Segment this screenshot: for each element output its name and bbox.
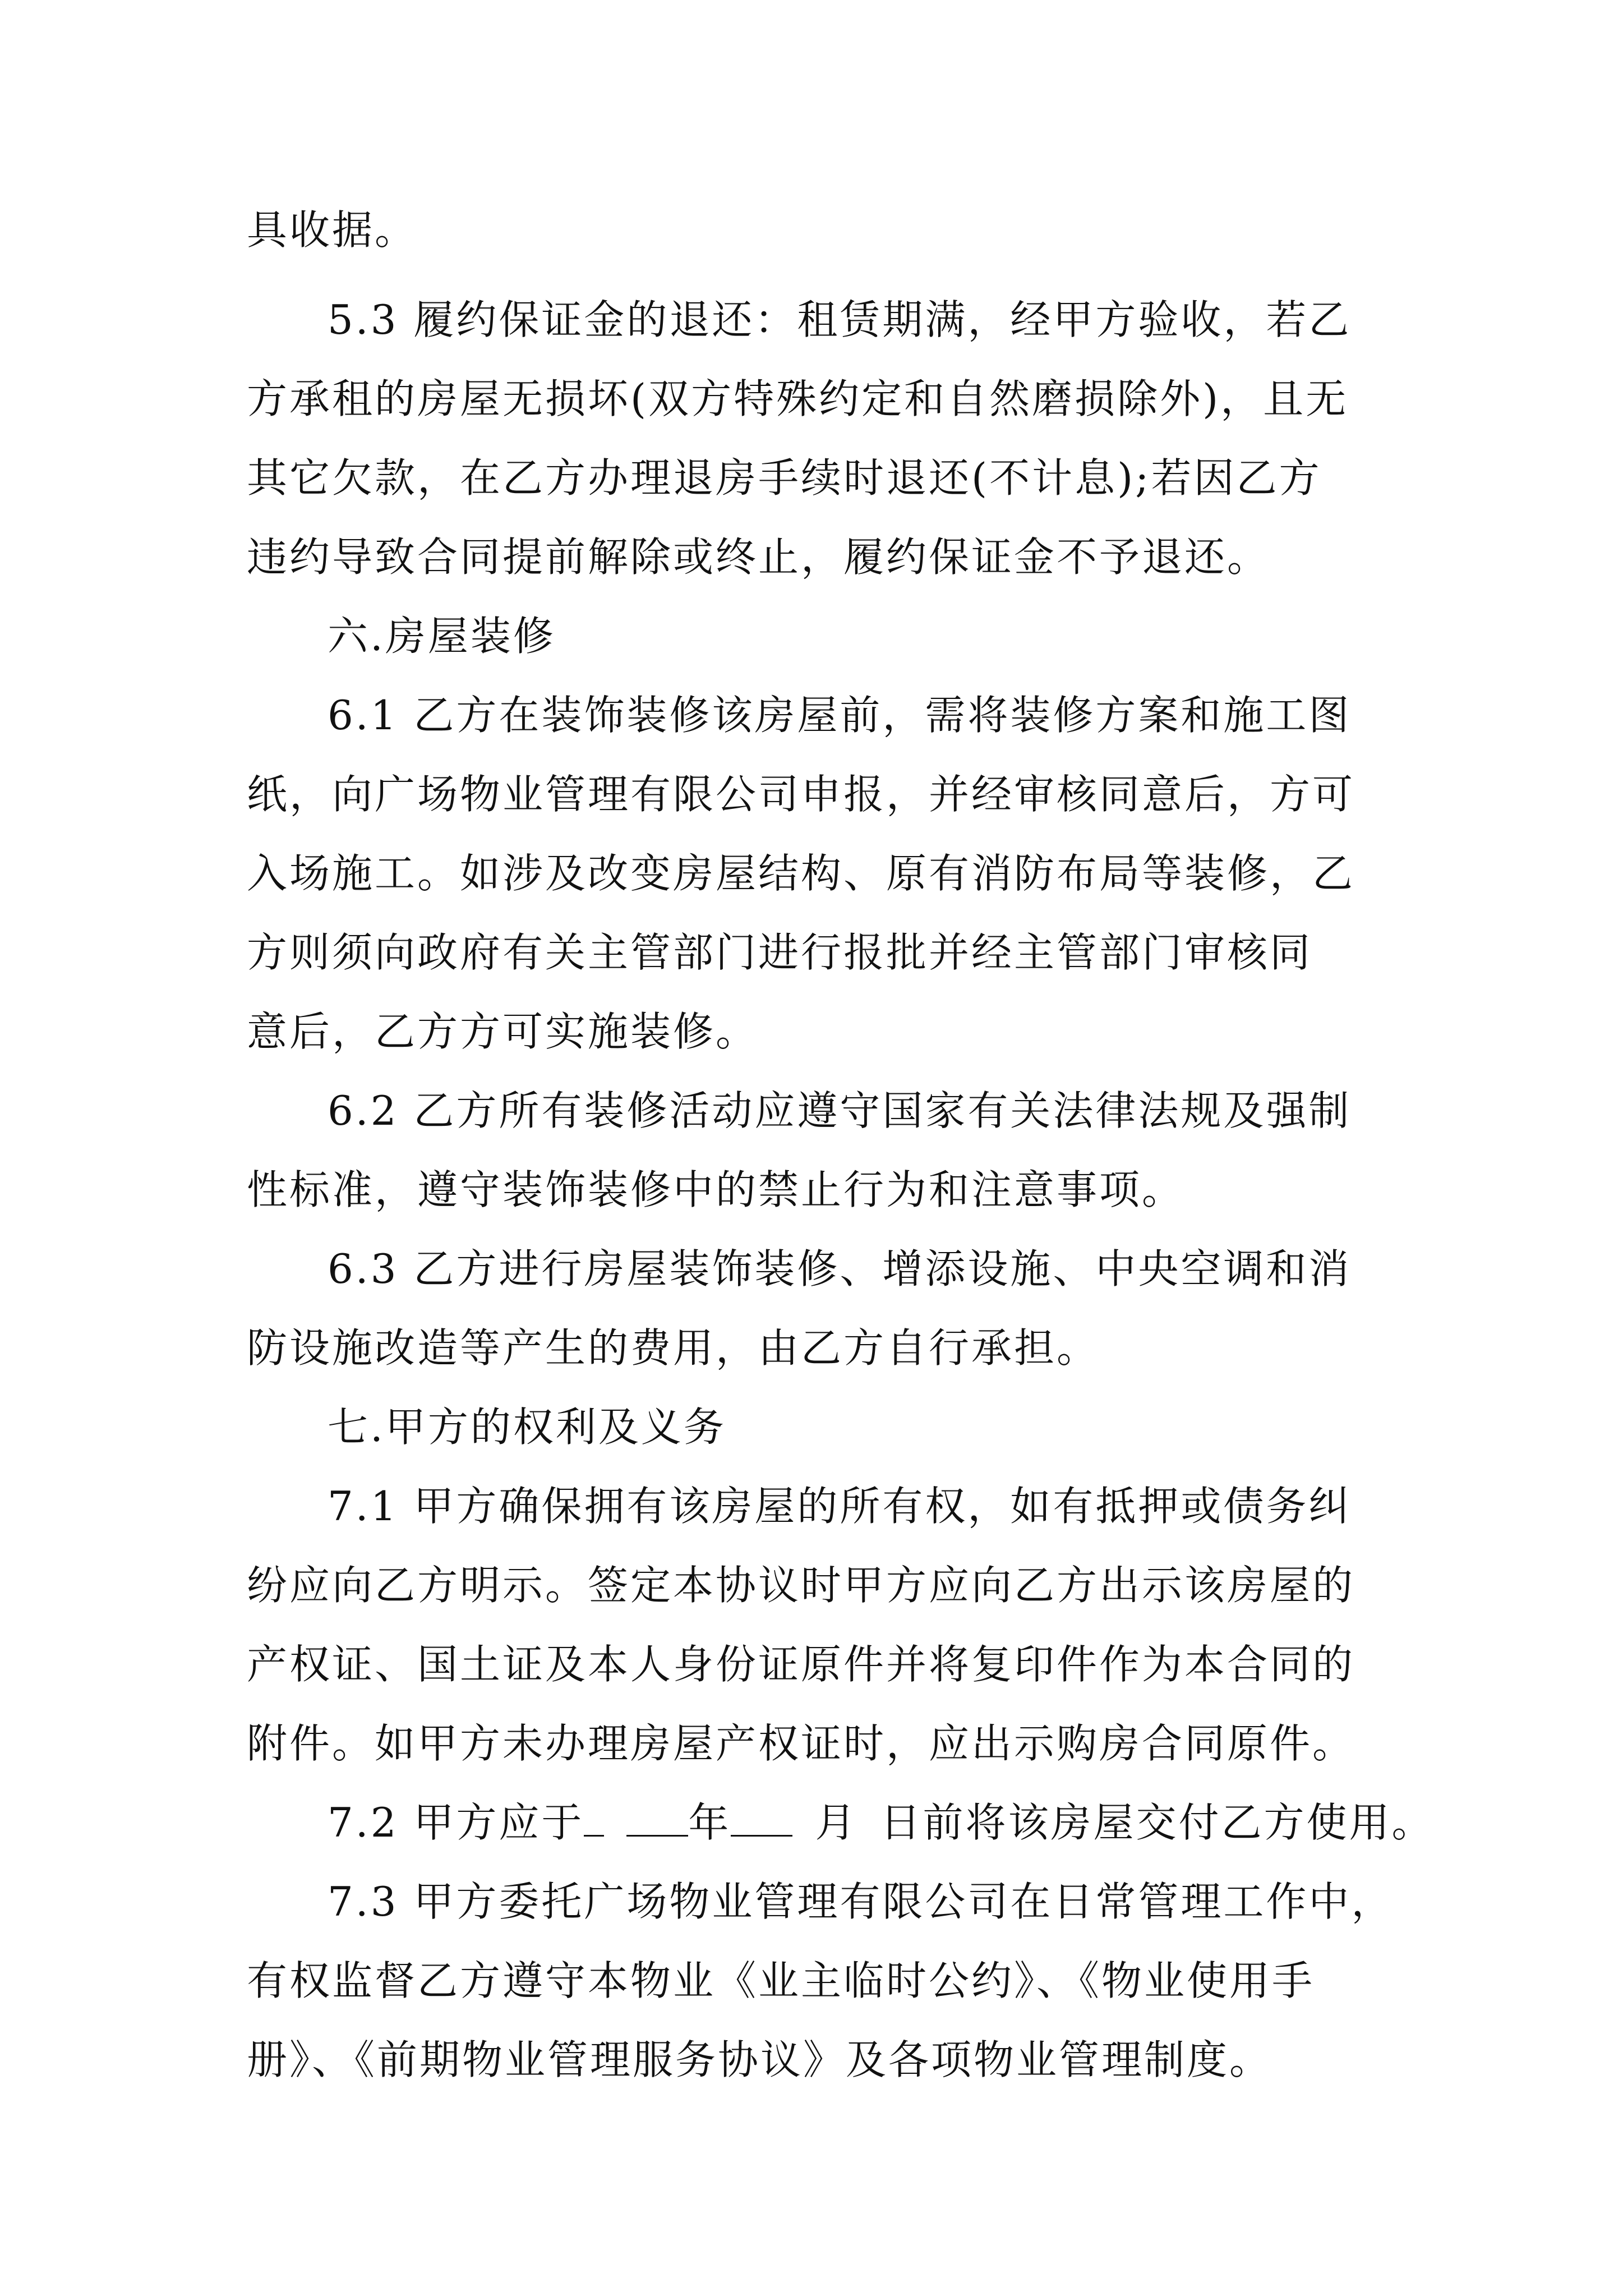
text-line: 产权证、国土证及本人身份证原件并将复印件作为本合同的 — [247, 1641, 1355, 1688]
clause-7-2-suffix: 日前将该房屋交付乙方使用。 — [880, 1799, 1435, 1846]
blank-month-field — [731, 1796, 792, 1837]
text-line: 册》、《前期物业管理服务协议》及各项物业管理制度。 — [247, 2036, 1272, 2083]
clause-6-2: 6.2 乙方所有装修活动应遵守国家有关法律法规及强制 — [328, 1087, 1352, 1134]
month-label: 月 — [815, 1799, 858, 1846]
clause-6-1: 6.1 乙方在装饰装修该房屋前，需将装修方案和施工图 — [328, 692, 1352, 739]
section-heading-7: 七.甲方的权利及义务 — [328, 1404, 726, 1451]
text-line: 入场施工。如涉及改变房屋结构、原有消防布局等装修，乙 — [247, 850, 1355, 897]
text-line: 附件。如甲方未办理房屋产权证时，应出示购房合同原件。 — [247, 1720, 1355, 1767]
blank-field — [584, 1796, 604, 1837]
blank-year-field — [626, 1796, 688, 1837]
text-line: 方则须向政府有关主管部门进行报批并经主管部门审核同 — [247, 929, 1313, 976]
clause-7-1: 7.1 甲方确保拥有该房屋的所有权，如有抵押或债务纠 — [328, 1483, 1352, 1530]
text-line: 防设施改造等产生的费用，由乙方自行承担。 — [247, 1324, 1100, 1372]
clause-7-2-prefix: 7.2 甲方应于 — [328, 1799, 584, 1846]
clause-7-2 — [328, 1795, 1435, 1851]
text-line: 意后，乙方方可实施装修。 — [247, 1008, 759, 1055]
text-line: 性标准，遵守装饰装修中的禁止行为和注意事项。 — [247, 1166, 1185, 1213]
text-line: 有权监督乙方遵守本物业《业主临时公约》、《物业使用手 — [247, 1957, 1315, 2004]
section-heading-6: 六.房屋装修 — [328, 613, 556, 660]
clause-7-3: 7.3 甲方委托广场物业管理有限公司在日常管理工作中， — [328, 1878, 1394, 1925]
text-line: 纷应向乙方明示。签定本协议时甲方应向乙方出示该房屋的 — [247, 1562, 1355, 1609]
clause-5-3: 5.3 履约保证金的退还：租赁期满，经甲方验收，若乙 — [328, 296, 1352, 343]
year-label: 年 — [688, 1799, 731, 1846]
clause-6-3: 6.3 乙方进行房屋装饰装修、增添设施、中央空调和消 — [328, 1245, 1352, 1292]
text-line: 方承租的房屋无损坏(双方特殊约定和自然磨损除外)，且无 — [247, 375, 1349, 422]
text-line: 纸，向广场物业管理有限公司申报，并经审核同意后，方可 — [247, 771, 1355, 818]
text-line: 具收据。 — [247, 206, 418, 254]
text-line: 其它欠款，在乙方办理退房手续时退还(不计息);若因乙方 — [247, 454, 1322, 501]
text-line: 违约导致合同提前解除或终止，履约保证金不予退还。 — [247, 533, 1270, 581]
